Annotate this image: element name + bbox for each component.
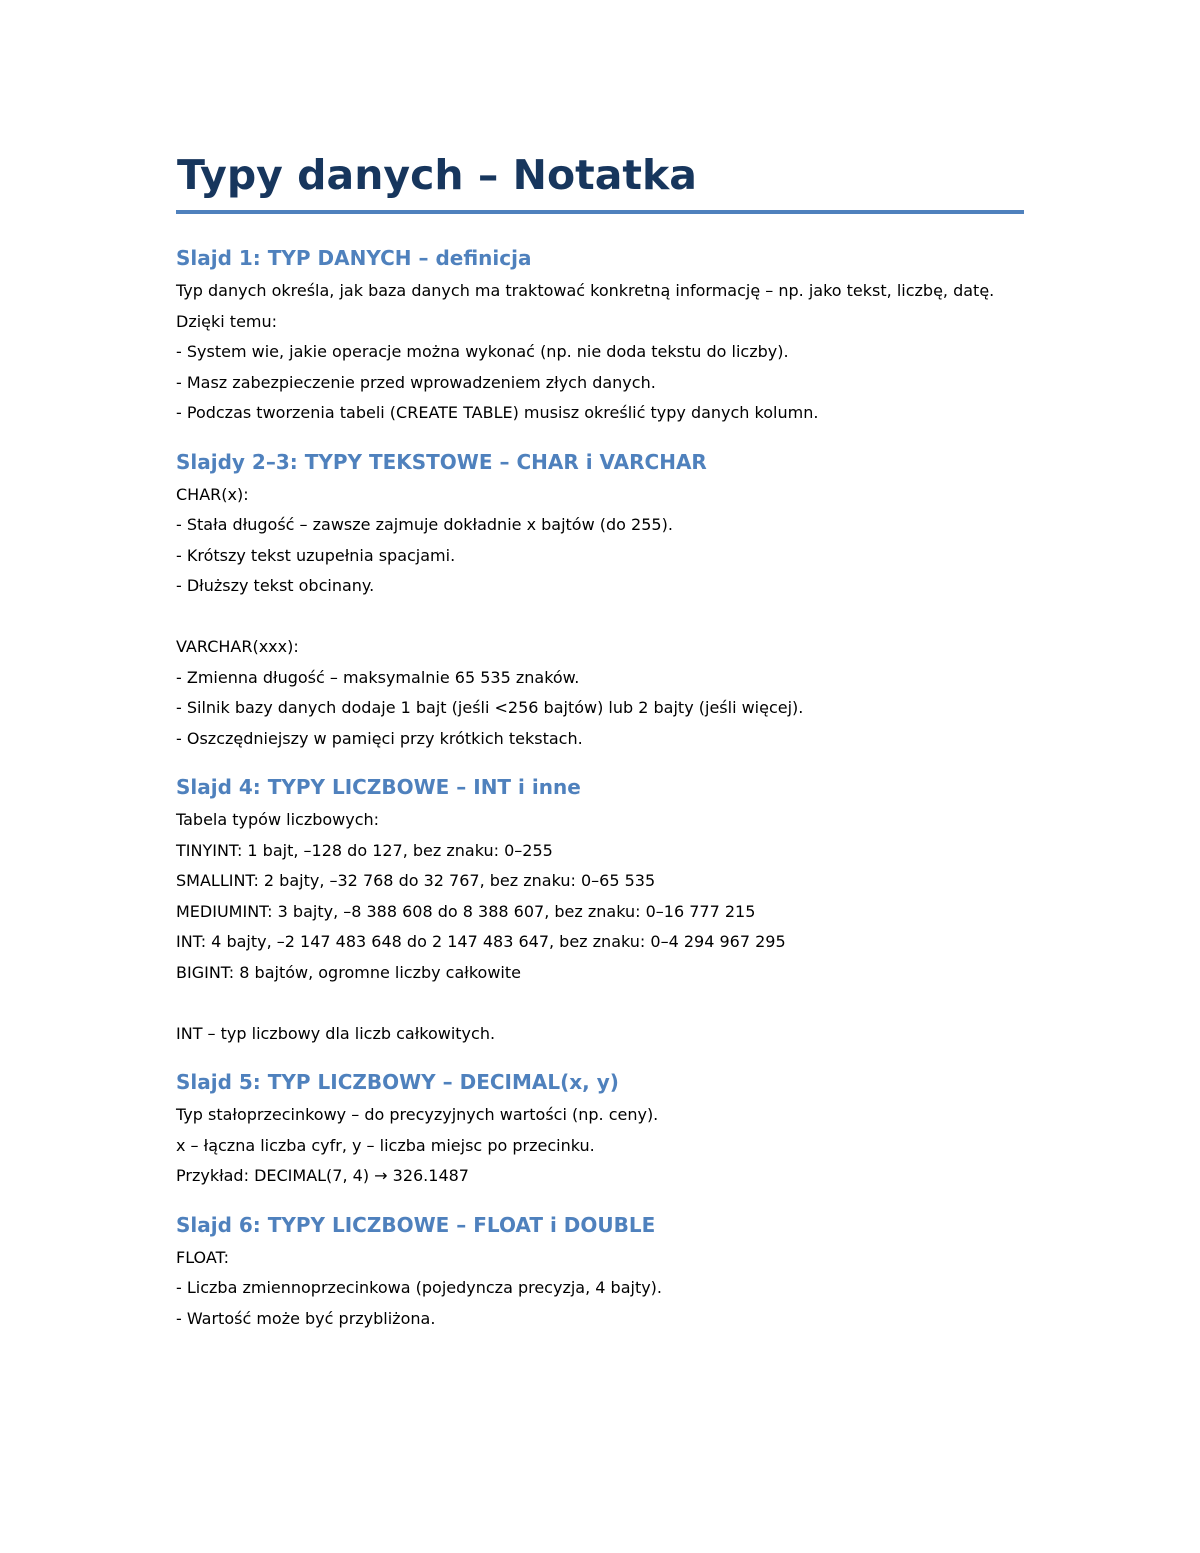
paragraph-line: Typ danych określa, jak baza danych ma traktować konkretną informację – np. jako tekst, liczbę, datę. <box>176 281 995 300</box>
bullet-line: - Oszczędniejszy w pamięci przy krótkich tekstach. <box>176 728 583 748</box>
bullet-line: - Stała długość – zawsze zajmuje dokładnie x bajtów (do 255). <box>176 515 673 534</box>
section-heading: Slajd 4: TYPY LICZBOWE – INT i inne <box>176 775 581 799</box>
bullet-line: - Podczas tworzenia tabeli (CREATE TABLE) musisz określić typy danych kolumn. <box>176 403 819 422</box>
bullet-line: - Krótszy tekst uzupełnia spacjami. <box>176 545 456 565</box>
paragraph-line: MEDIUMINT: 3 bajty, –8 388 608 do 8 388 607, bez znaku: 0–16 777 215 <box>176 901 756 921</box>
section-heading: Slajd 1: TYP DANYCH – definicja <box>176 246 532 270</box>
bullet-line: - System wie, jakie operacje można wykonać (np. nie doda tekstu do liczby). <box>176 342 789 361</box>
paragraph-line: Typ stałoprzecinkowy – do precyzyjnych wartości (np. ceny). <box>176 1105 659 1124</box>
paragraph-line: Tabela typów liczbowych: <box>176 810 380 829</box>
paragraph-line: VARCHAR(xxx): <box>176 637 299 656</box>
section-slajd-1 <box>176 245 1024 429</box>
paragraph-line: CHAR(x): <box>176 484 249 504</box>
bullet-line: - Masz zabezpieczenie przed wprowadzeniem złych danych. <box>176 372 656 392</box>
paragraph-line: FLOAT: <box>176 1247 229 1267</box>
section-heading: Slajd 6: TYPY LICZBOWE – FLOAT i DOUBLE <box>176 1212 656 1237</box>
section-slajd-5 <box>176 1069 1024 1192</box>
document-body <box>176 146 1024 1354</box>
bullet-line: - Silnik bazy danych dodaje 1 bajt (jeśli <256 bajtów) lub 2 bajty (jeśli więcej). <box>176 698 804 717</box>
blank-line <box>176 602 1024 633</box>
section-slajd-4 <box>176 774 1024 1049</box>
blank-line <box>176 988 1024 1019</box>
paragraph-line: BIGINT: 8 bajtów, ogromne liczby całkowite <box>176 962 521 982</box>
paragraph-line: x – łączna liczba cyfr, y – liczba miejsc po przecinku. <box>176 1135 595 1155</box>
document-title: Typy danych – Notatka <box>177 151 697 199</box>
paragraph-line: SMALLINT: 2 bajty, –32 768 do 32 767, bez znaku: 0–65 535 <box>176 871 656 890</box>
paragraph-line: INT – typ liczbowy dla liczb całkowitych. <box>176 1023 496 1043</box>
title-underline <box>176 210 1024 214</box>
section-heading: Slajdy 2–3: TYPY TEKSTOWE – CHAR i VARCHAR <box>176 449 707 474</box>
section-slajdy-2-3 <box>176 449 1024 755</box>
paragraph-line: Dzięki temu: <box>176 311 278 331</box>
paragraph-line: Przykład: DECIMAL(7, 4) → 326.1487 <box>176 1166 469 1185</box>
bullet-line: - Wartość może być przybliżona. <box>176 1308 436 1328</box>
bullet-line: - Zmienna długość – maksymalnie 65 535 znaków. <box>176 667 580 687</box>
section-slajd-6 <box>176 1212 1024 1335</box>
section-heading: Slajd 5: TYP LICZBOWY – DECIMAL(x, y) <box>176 1070 619 1094</box>
bullet-line: - Liczba zmiennoprzecinkowa (pojedyncza precyzja, 4 bajty). <box>176 1278 663 1297</box>
paragraph-line: INT: 4 bajty, –2 147 483 648 do 2 147 483 647, bez znaku: 0–4 294 967 295 <box>176 932 786 951</box>
bullet-line: - Dłuższy tekst obcinany. <box>176 576 375 595</box>
paragraph-line: TINYINT: 1 bajt, –128 do 127, bez znaku: 0–255 <box>176 840 553 860</box>
